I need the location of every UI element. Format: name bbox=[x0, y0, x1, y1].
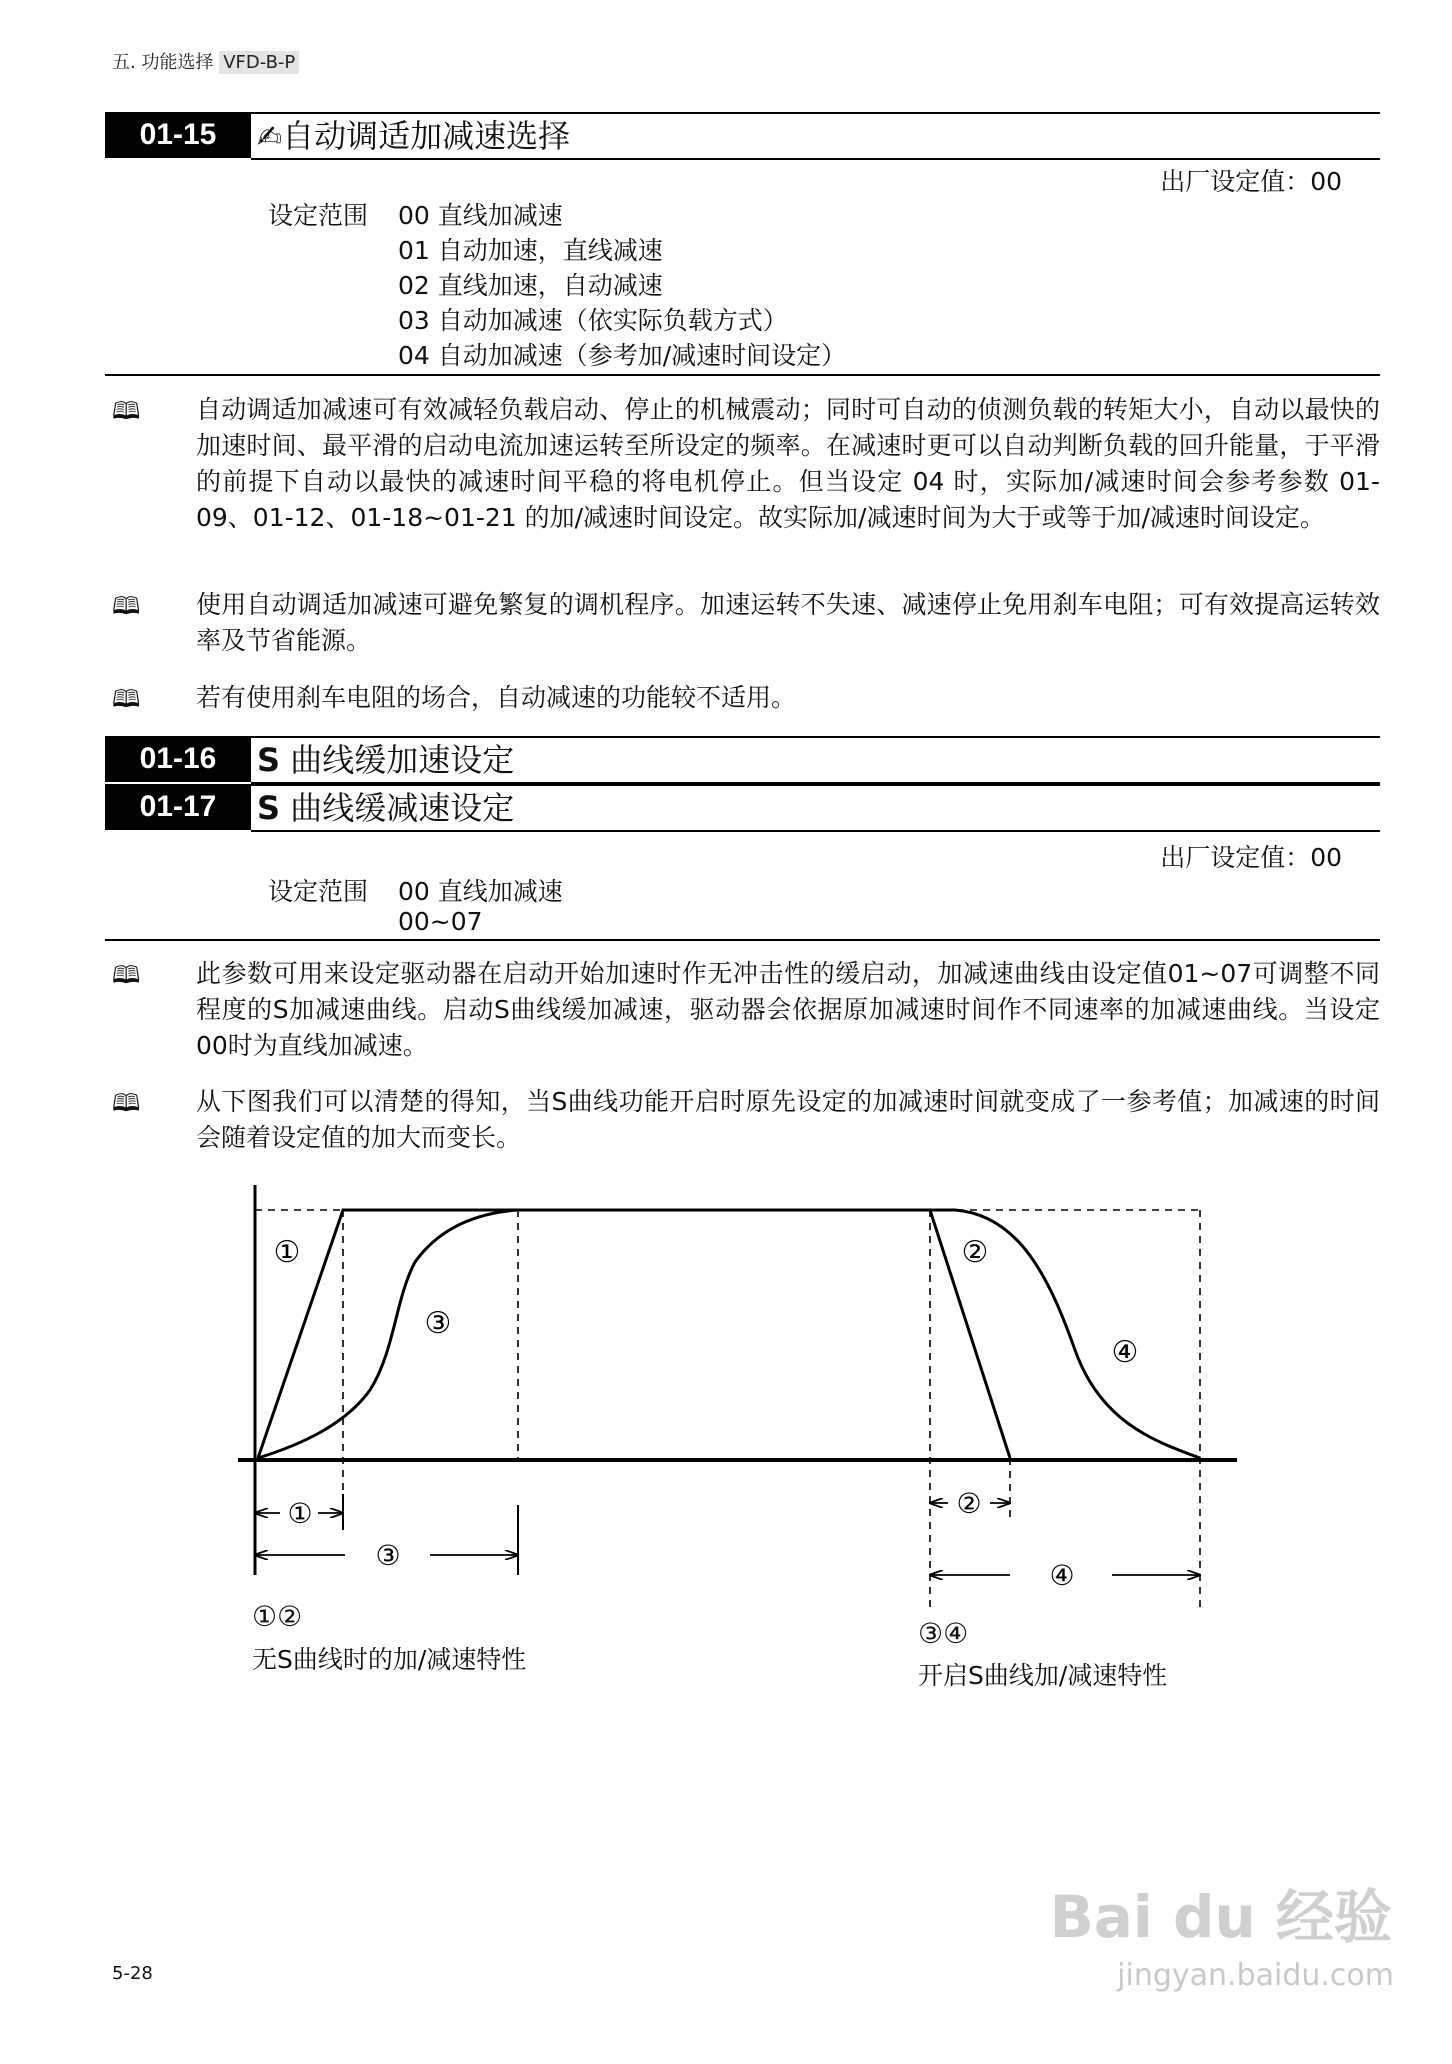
curve-label-1: ① bbox=[273, 1235, 301, 1270]
note-text: 使用自动调适加减速可避免繁复的调机程序。加速运转不失速、减速停止免用刹车电阻；可有效提高运转效率及节省能源。 bbox=[196, 590, 1380, 655]
range-label: 设定范围 bbox=[268, 877, 369, 906]
note-text: 从下图我们可以清楚的得知，当S曲线功能开启时原先设定的加减速时间就变成了一参考值；加减速的时间会随着设定值的加大而变长。 bbox=[196, 1087, 1380, 1152]
caption-right-marks: ③④ bbox=[918, 1617, 969, 1650]
book-icon: 🕮 bbox=[112, 592, 141, 620]
factory-default: 出厂设定值：00 bbox=[1160, 167, 1342, 196]
page-number: 5-28 bbox=[112, 1963, 153, 1984]
span-label-2: ② bbox=[956, 1487, 982, 1520]
curve-label-3: ③ bbox=[424, 1306, 452, 1341]
param-code: 01-16 bbox=[105, 736, 251, 782]
span-label-3: ③ bbox=[375, 1539, 401, 1572]
s-curve bbox=[258, 1210, 1200, 1458]
caption-right: 开启S曲线加/减速特性 bbox=[918, 1661, 1168, 1690]
range-option: 03 自动加减速（依实际负载方式） bbox=[398, 306, 788, 335]
curve-label-4: ④ bbox=[1111, 1335, 1139, 1370]
param-title-s: S bbox=[257, 789, 281, 827]
section-title: 五. 功能选择 bbox=[112, 52, 214, 73]
caption-left-marks: ①② bbox=[252, 1600, 303, 1633]
span-label-4: ④ bbox=[1049, 1559, 1075, 1592]
span-label-1: ① bbox=[287, 1497, 313, 1530]
watermark-url: jingyan.baidu.com bbox=[1117, 1958, 1394, 1993]
range-option: 00 直线加减速 bbox=[398, 201, 563, 230]
range-label: 设定范围 bbox=[268, 201, 369, 230]
note-text: 此参数可用来设定驱动器在启动开始加速时作无冲击性的缓启动，加减速曲线由设定值01~07可调整不同程度的S加减速曲线。启动S曲线缓加减速，驱动器会依据原加减速时间作不同速率的加减速曲线。当设定00时为直线加减速。 bbox=[196, 959, 1380, 1060]
caption-left: 无S曲线时的加/减速特性 bbox=[252, 1645, 527, 1674]
note-text: 自动调适加减速可有效减轻负载启动、停止的机械震动；同时可自动的侦测负载的转矩大小，自动以最快的加速时间、最平滑的启动电流加速运转至所设定的频率。在减速时更可以自动判断负载的回升能量，于平滑的前提下自动以最快的减速时间平稳的将电机停止。但当设定 04 时，实际加/减速时间会参考参数 01-09、01-12、01-18~01-21 的加/减速时间设定。故实际加/减速时间为大于或等于加/减速时间设定。 bbox=[196, 395, 1380, 532]
param-code: 01-17 bbox=[105, 784, 251, 830]
param-code: 01-15 bbox=[105, 112, 251, 158]
param-title-text: 自动调适加减速选择 bbox=[282, 117, 571, 155]
curve-label-2: ② bbox=[961, 1235, 989, 1270]
range-option: 00 直线加减速 bbox=[398, 877, 563, 906]
linear-accel-decel-curve bbox=[258, 1210, 1010, 1458]
book-icon: 🕮 bbox=[112, 397, 141, 425]
watermark-logo: Bai du 经验 bbox=[1049, 1883, 1392, 1951]
book-icon: 🕮 bbox=[112, 961, 141, 989]
param-title-text: 曲线缓加速设定 bbox=[290, 741, 515, 779]
factory-default: 出厂设定值：00 bbox=[1160, 843, 1342, 872]
param-title-s: S bbox=[257, 741, 281, 779]
writable-mark-icon: ✍ bbox=[257, 120, 283, 155]
book-icon: 🕮 bbox=[112, 1089, 141, 1117]
range-option: 00~07 bbox=[398, 907, 483, 936]
book-icon: 🕮 bbox=[112, 685, 141, 713]
model-name: VFD-B-P bbox=[219, 51, 299, 74]
param-title-text: 曲线缓减速设定 bbox=[290, 789, 515, 827]
range-option: 01 自动加速，直线减速 bbox=[398, 236, 663, 265]
range-option: 04 自动加减速（参考加/减速时间设定） bbox=[398, 341, 847, 370]
note-text: 若有使用刹车电阻的场合，自动减速的功能较不适用。 bbox=[196, 683, 797, 712]
range-option: 02 直线加速，自动减速 bbox=[398, 271, 663, 300]
